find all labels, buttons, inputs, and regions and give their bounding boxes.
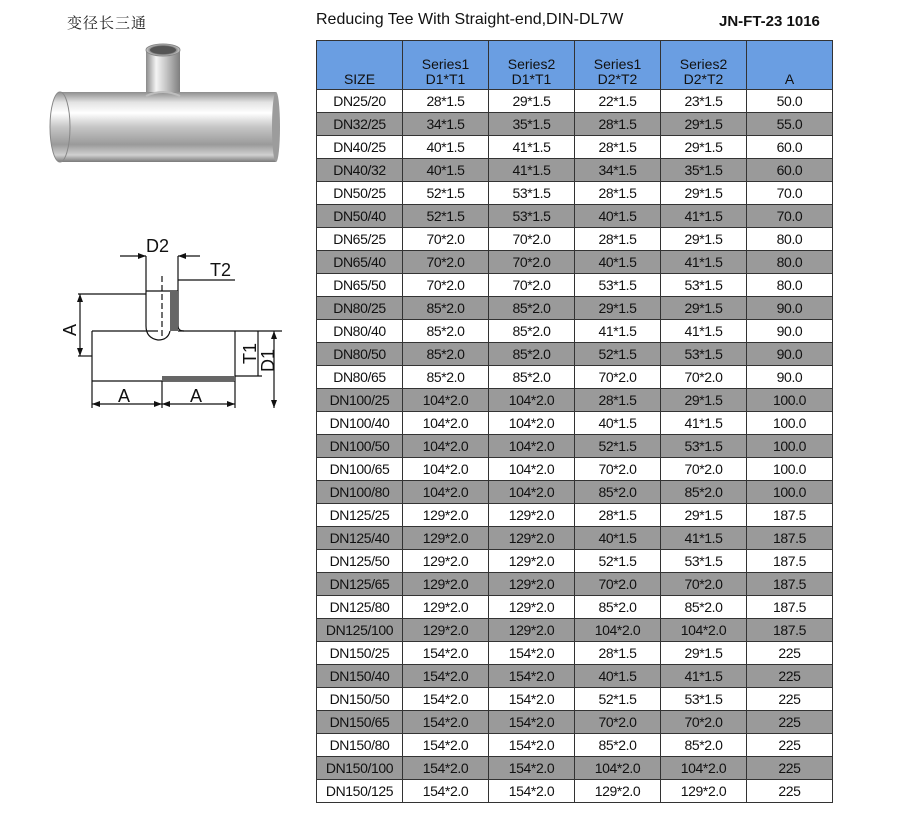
table-cell: DN65/40 [317,251,403,274]
table-cell: 41*1.5 [661,251,747,274]
table-row [317,320,833,343]
table-cell: 41*1.5 [489,136,575,159]
table-cell: 85*2.0 [489,343,575,366]
table-cell: 52*1.5 [403,205,489,228]
table-cell: 52*1.5 [403,182,489,205]
table-cell: DN100/65 [317,458,403,481]
table-cell: 40*1.5 [403,136,489,159]
table-cell: 129*2.0 [403,550,489,573]
table-cell: 104*2.0 [489,435,575,458]
table-cell: 80.0 [747,251,833,274]
table-cell: DN125/50 [317,550,403,573]
table-cell: 85*2.0 [403,343,489,366]
table-cell: 70.0 [747,182,833,205]
table-cell: 70*2.0 [489,274,575,297]
table-cell: 70*2.0 [661,458,747,481]
table-cell: 29*1.5 [661,642,747,665]
table-cell: 85*2.0 [403,297,489,320]
table-cell: 53*1.5 [661,274,747,297]
table-cell: 154*2.0 [489,642,575,665]
table-cell: 90.0 [747,366,833,389]
table-cell: 104*2.0 [661,757,747,780]
column-header: Series1 D1*T1 [403,41,489,90]
table-cell: 28*1.5 [403,90,489,113]
table-cell: 90.0 [747,343,833,366]
table-cell: DN50/40 [317,205,403,228]
table-cell: 187.5 [747,573,833,596]
table-row [317,458,833,481]
reducing-tee-photo [48,36,280,176]
table-cell: 34*1.5 [575,159,661,182]
label-a-vertical: A [60,323,80,336]
table-cell: 129*2.0 [489,550,575,573]
table-cell: 40*1.5 [575,412,661,435]
table-cell: DN150/125 [317,780,403,803]
document-title: Reducing Tee With Straight-end,DIN-DL7W [316,11,624,28]
table-cell: 29*1.5 [661,113,747,136]
table-cell: 85*2.0 [661,734,747,757]
table-row [317,274,833,297]
table-cell: 129*2.0 [403,619,489,642]
table-row [317,228,833,251]
table-cell: 85*2.0 [575,596,661,619]
label-d2: D2 [146,236,170,256]
label-d1: D1 [258,348,278,372]
table-cell: 60.0 [747,136,833,159]
table-cell: 41*1.5 [661,412,747,435]
table-cell: 29*1.5 [661,136,747,159]
table-cell: 85*2.0 [575,481,661,504]
table-cell: 104*2.0 [403,481,489,504]
table-cell: 29*1.5 [661,389,747,412]
column-header: Series2 D2*T2 [661,41,747,90]
table-cell: 100.0 [747,435,833,458]
table-cell: 53*1.5 [661,550,747,573]
table-cell: 52*1.5 [575,688,661,711]
label-t1: T1 [240,342,260,364]
table-cell: 28*1.5 [575,113,661,136]
table-cell: DN125/40 [317,527,403,550]
table-cell: 29*1.5 [661,297,747,320]
table-cell: 154*2.0 [489,688,575,711]
table-cell: 41*1.5 [661,205,747,228]
table-cell: 104*2.0 [575,619,661,642]
table-row [317,642,833,665]
table-cell: 80.0 [747,274,833,297]
table-cell: 40*1.5 [575,527,661,550]
table-cell: 100.0 [747,389,833,412]
table-cell: 154*2.0 [489,665,575,688]
table-cell: 154*2.0 [489,734,575,757]
table-cell: 225 [747,780,833,803]
table-cell: 154*2.0 [403,642,489,665]
table-cell: 104*2.0 [489,458,575,481]
table-cell: DN125/100 [317,619,403,642]
table-cell: 28*1.5 [575,642,661,665]
table-cell: DN100/50 [317,435,403,458]
table-cell: 40*1.5 [403,159,489,182]
table-cell: DN80/50 [317,343,403,366]
table-cell: DN65/50 [317,274,403,297]
table-cell: 85*2.0 [403,366,489,389]
table-cell: 41*1.5 [661,527,747,550]
label-a-right: A [190,386,203,406]
table-cell: 29*1.5 [575,297,661,320]
column-header: SIZE [317,41,403,90]
table-cell: DN32/25 [317,113,403,136]
table-row [317,734,833,757]
table-cell: 129*2.0 [403,596,489,619]
table-cell: 70.0 [747,205,833,228]
table-row [317,757,833,780]
label-a-left: A [118,386,131,406]
table-cell: DN80/25 [317,297,403,320]
table-row [317,366,833,389]
table-cell: 41*1.5 [661,665,747,688]
table-cell: 129*2.0 [489,596,575,619]
table-cell: 129*2.0 [489,619,575,642]
table-cell: 70*2.0 [403,251,489,274]
table-cell: 70*2.0 [575,458,661,481]
table-row [317,619,833,642]
table-cell: DN80/65 [317,366,403,389]
table-cell: 28*1.5 [575,136,661,159]
table-row [317,596,833,619]
table-cell: 104*2.0 [489,412,575,435]
table-row [317,665,833,688]
table-cell: 53*1.5 [661,435,747,458]
label-t2: T2 [210,260,232,280]
table-row [317,297,833,320]
table-row [317,205,833,228]
table-cell: DN125/65 [317,573,403,596]
table-cell: 70*2.0 [575,366,661,389]
table-cell: 129*2.0 [489,504,575,527]
table-cell: 154*2.0 [403,780,489,803]
table-cell: 41*1.5 [661,320,747,343]
table-cell: 129*2.0 [489,527,575,550]
table-cell: 104*2.0 [661,619,747,642]
table-cell: 85*2.0 [661,596,747,619]
table-cell: 40*1.5 [575,205,661,228]
table-row [317,573,833,596]
table-cell: DN150/50 [317,688,403,711]
table-cell: 29*1.5 [661,182,747,205]
table-row [317,90,833,113]
table-cell: 53*1.5 [661,688,747,711]
table-cell: 40*1.5 [575,665,661,688]
table-cell: 187.5 [747,596,833,619]
table-cell: 104*2.0 [489,481,575,504]
table-cell: DN100/40 [317,412,403,435]
spec-table [316,40,833,803]
table-cell: 129*2.0 [575,780,661,803]
table-cell: DN150/65 [317,711,403,734]
table-cell: 29*1.5 [661,228,747,251]
table-cell: DN150/25 [317,642,403,665]
column-header: Series2 D1*T1 [489,41,575,90]
dimension-drawing [50,236,300,416]
table-cell: 85*2.0 [403,320,489,343]
table-cell: DN65/25 [317,228,403,251]
table-cell: 35*1.5 [661,159,747,182]
table-cell: DN80/40 [317,320,403,343]
table-cell: 23*1.5 [661,90,747,113]
table-cell: 70*2.0 [403,274,489,297]
table-cell: 41*1.5 [489,159,575,182]
table-cell: 104*2.0 [403,435,489,458]
column-header: A [747,41,833,90]
table-cell: 28*1.5 [575,504,661,527]
table-cell: 28*1.5 [575,182,661,205]
table-cell: 129*2.0 [403,527,489,550]
table-row [317,159,833,182]
table-row [317,343,833,366]
table-cell: 129*2.0 [403,504,489,527]
table-row [317,481,833,504]
table-cell: 187.5 [747,550,833,573]
table-cell: 53*1.5 [489,205,575,228]
table-cell: 70*2.0 [661,711,747,734]
table-cell: 55.0 [747,113,833,136]
table-cell: 154*2.0 [403,734,489,757]
table-cell: 53*1.5 [661,343,747,366]
table-cell: 100.0 [747,458,833,481]
table-cell: 225 [747,642,833,665]
table-cell: DN40/25 [317,136,403,159]
table-header-row [317,41,833,90]
table-cell: 22*1.5 [575,90,661,113]
table-cell: DN150/80 [317,734,403,757]
table-row [317,389,833,412]
table-cell: DN125/80 [317,596,403,619]
document-code: JN-FT-23 1016 [719,13,820,30]
table-cell: 129*2.0 [661,780,747,803]
table-cell: 40*1.5 [575,251,661,274]
table-cell: 104*2.0 [489,389,575,412]
table-cell: 28*1.5 [575,389,661,412]
table-row [317,113,833,136]
table-row [317,504,833,527]
table-cell: 225 [747,757,833,780]
chinese-title: 变径长三通 [67,14,148,32]
table-cell: 225 [747,665,833,688]
table-cell: 100.0 [747,412,833,435]
table-cell: 154*2.0 [489,780,575,803]
table-cell: 154*2.0 [403,688,489,711]
table-cell: 154*2.0 [403,711,489,734]
table-cell: 28*1.5 [575,228,661,251]
table-cell: 53*1.5 [575,274,661,297]
table-cell: 100.0 [747,481,833,504]
table-cell: DN150/40 [317,665,403,688]
table-cell: 35*1.5 [489,113,575,136]
table-row [317,780,833,803]
table-cell: 90.0 [747,297,833,320]
table-cell: DN25/20 [317,90,403,113]
table-cell: 70*2.0 [661,573,747,596]
table-cell: 70*2.0 [661,366,747,389]
table-cell: 187.5 [747,527,833,550]
table-row [317,435,833,458]
table-cell: 85*2.0 [575,734,661,757]
table-cell: 85*2.0 [489,366,575,389]
table-cell: 29*1.5 [661,504,747,527]
table-cell: 154*2.0 [489,711,575,734]
table-cell: 52*1.5 [575,435,661,458]
table-row [317,527,833,550]
table-cell: 225 [747,734,833,757]
table-cell: 41*1.5 [575,320,661,343]
table-row [317,412,833,435]
table-cell: 70*2.0 [575,711,661,734]
table-cell: 90.0 [747,320,833,343]
table-cell: 60.0 [747,159,833,182]
table-cell: DN100/80 [317,481,403,504]
table-cell: 104*2.0 [575,757,661,780]
table-cell: 129*2.0 [403,573,489,596]
column-header: Series1 D2*T2 [575,41,661,90]
table-cell: DN125/25 [317,504,403,527]
table-row [317,711,833,734]
table-cell: 70*2.0 [489,228,575,251]
table-cell: DN50/25 [317,182,403,205]
table-row [317,136,833,159]
table-cell: DN150/100 [317,757,403,780]
table-cell: DN100/25 [317,389,403,412]
table-cell: 129*2.0 [489,573,575,596]
table-cell: 225 [747,711,833,734]
table-cell: 52*1.5 [575,550,661,573]
table-cell: 104*2.0 [403,458,489,481]
table-cell: 53*1.5 [489,182,575,205]
table-row [317,182,833,205]
table-cell: 80.0 [747,228,833,251]
table-cell: 70*2.0 [489,251,575,274]
table-cell: 187.5 [747,504,833,527]
table-cell: 70*2.0 [575,573,661,596]
table-cell: 29*1.5 [489,90,575,113]
table-row [317,688,833,711]
table-row [317,251,833,274]
table-cell: DN40/32 [317,159,403,182]
table-cell: 52*1.5 [575,343,661,366]
table-cell: 50.0 [747,90,833,113]
table-cell: 225 [747,688,833,711]
table-cell: 187.5 [747,619,833,642]
table-cell: 154*2.0 [403,665,489,688]
table-cell: 70*2.0 [403,228,489,251]
table-cell: 34*1.5 [403,113,489,136]
table-row [317,550,833,573]
table-cell: 85*2.0 [489,320,575,343]
table-cell: 104*2.0 [403,412,489,435]
table-cell: 104*2.0 [403,389,489,412]
table-cell: 154*2.0 [489,757,575,780]
table-cell: 85*2.0 [661,481,747,504]
table-cell: 154*2.0 [403,757,489,780]
table-cell: 85*2.0 [489,297,575,320]
